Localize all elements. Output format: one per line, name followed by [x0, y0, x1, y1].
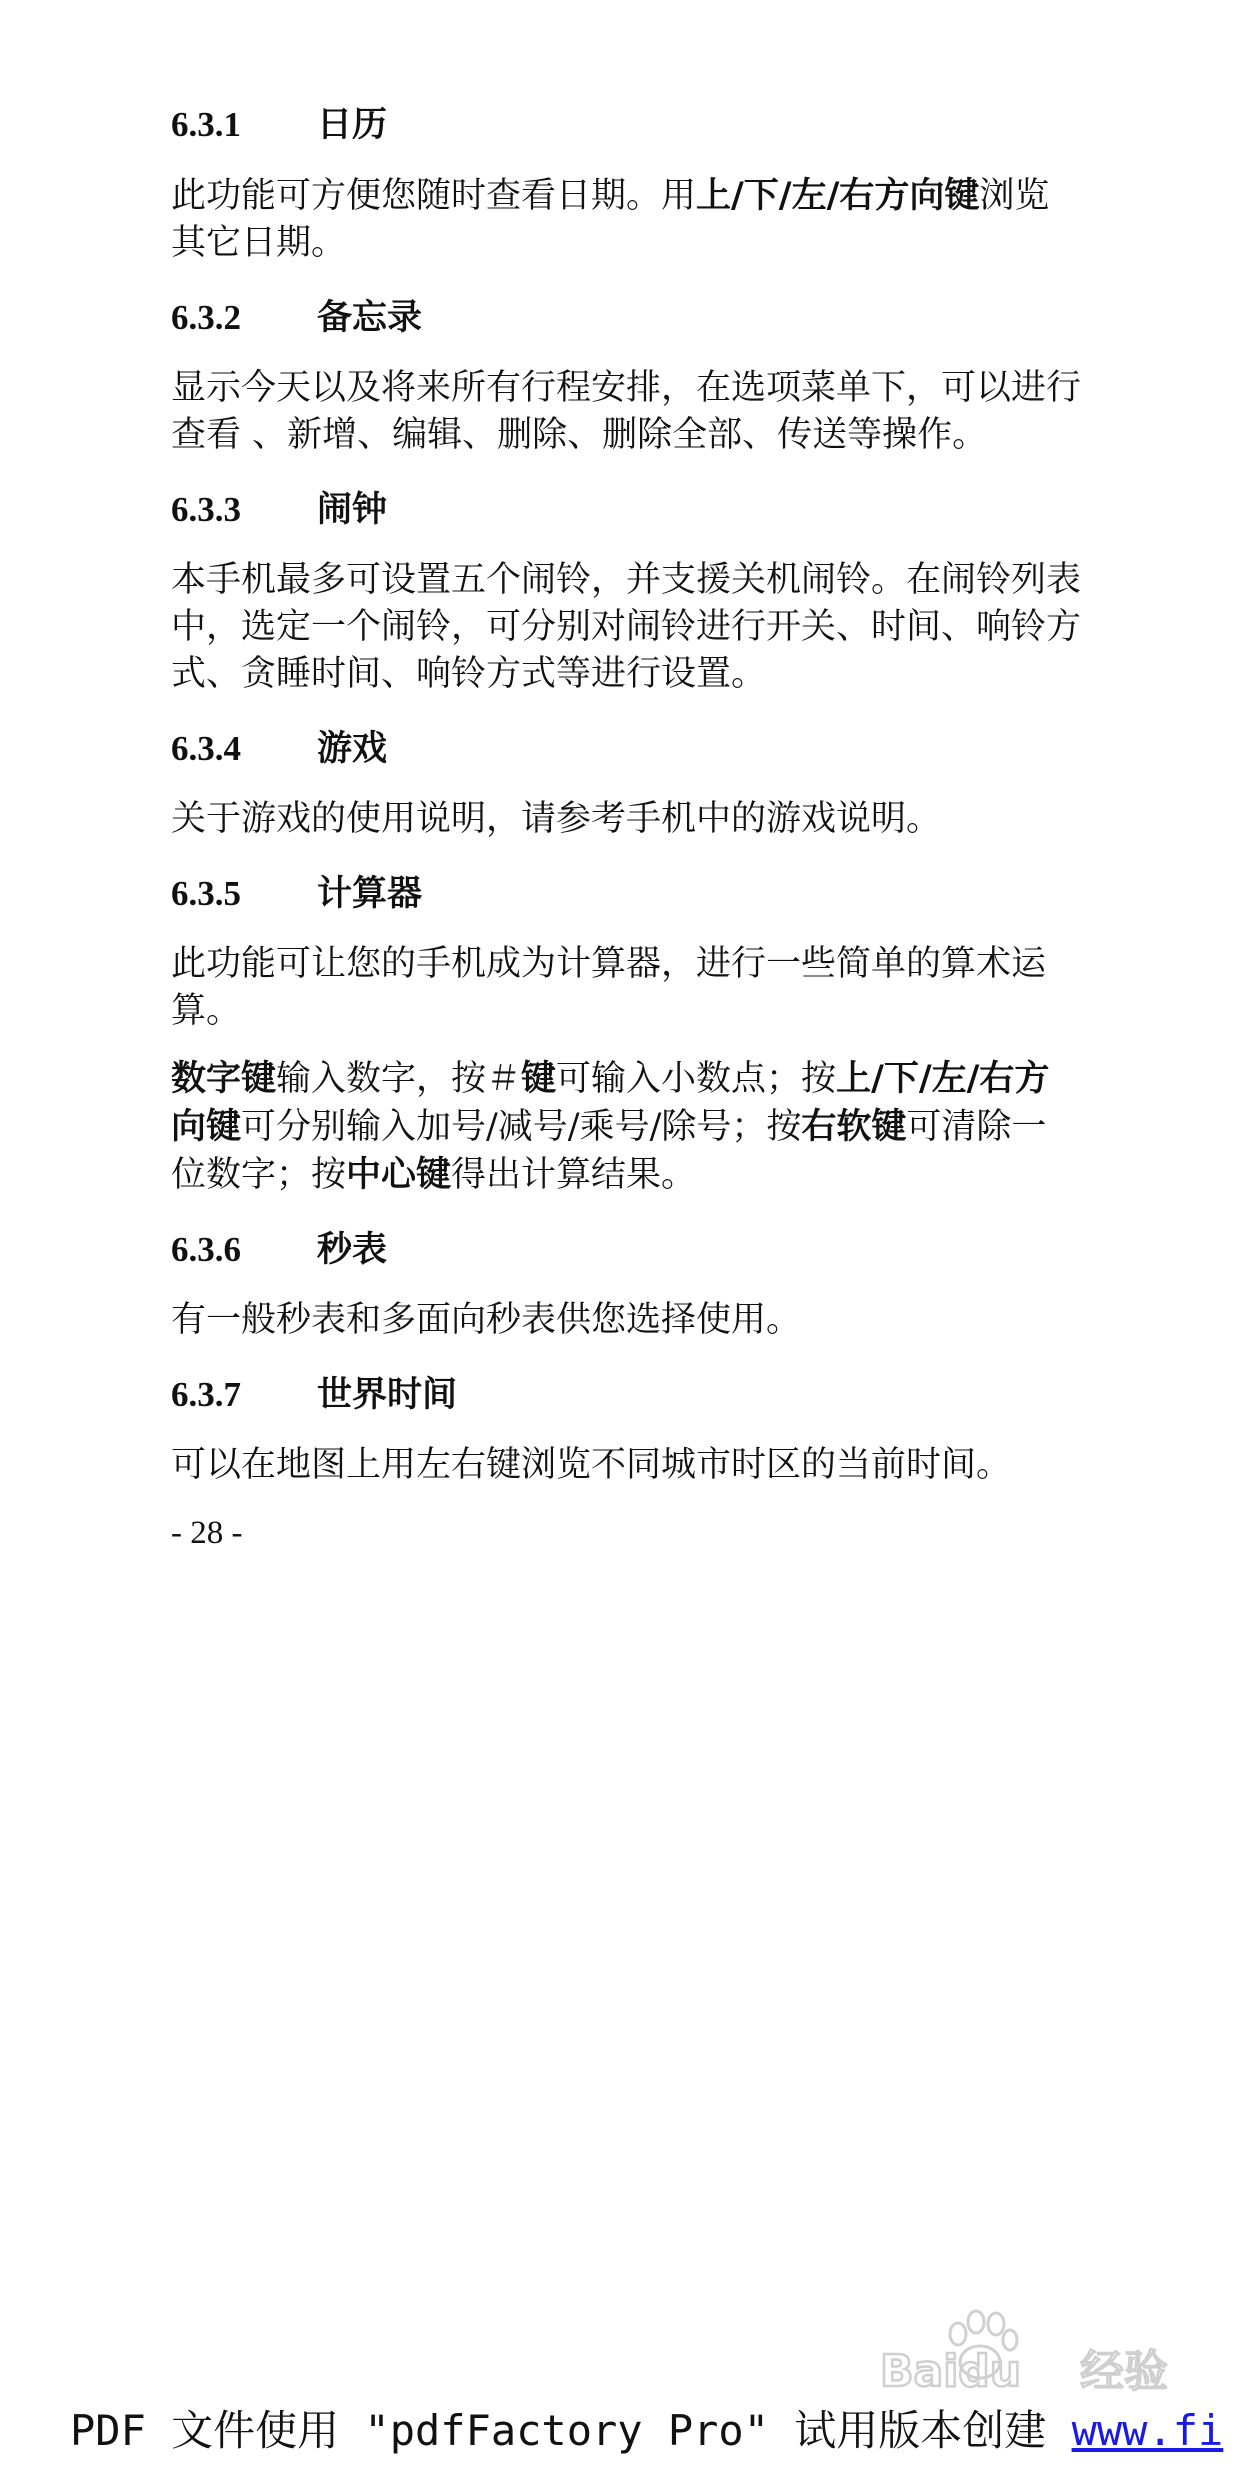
sections-container: [171, 100, 1081, 1489]
section-6-3-4: [171, 724, 1081, 843]
footer-link[interactable]: www.fi: [1071, 2406, 1224, 2455]
text-run: 关于游戏的使用说明，请参考手机中的游戏说明。: [171, 799, 942, 839]
section-heading: [171, 869, 1081, 919]
pdf-footer: [70, 2398, 1244, 2458]
section-paragraph: [171, 365, 1081, 459]
section-number: 6.3.5: [171, 874, 241, 913]
section-paragraph: [171, 1297, 1081, 1344]
document-page: [171, 100, 1081, 1552]
section-heading: [171, 724, 1081, 774]
section-6-3-7: [171, 1370, 1081, 1489]
section-number: 6.3.4: [171, 729, 241, 768]
text-run: 可以在地图上用左右键浏览不同城市时区的当前时间。: [171, 1445, 1012, 1485]
watermark-brand: Baidu: [880, 2346, 1022, 2397]
text-run: 输入数字，按＃: [276, 1059, 522, 1099]
section-title: 世界时间: [317, 1374, 458, 1415]
text-run: 此功能可让您的手机成为计算器，进行一些简单的算术运算。: [171, 944, 1047, 1031]
key-term: 数字键: [171, 1058, 277, 1099]
section-title: 游戏: [317, 728, 388, 769]
section-paragraph: [171, 1442, 1081, 1489]
key-term: 上/下/左/右方向键: [171, 1058, 1050, 1147]
watermark-cn: 经验: [1080, 2346, 1168, 2397]
section-title: 备忘录: [317, 297, 423, 338]
footer-text: PDF 文件使用 "pdfFactory Pro" 试用版本创建: [70, 2406, 1072, 2455]
section-number: 6.3.1: [171, 105, 241, 144]
baidu-jingyan-watermark: [880, 2290, 1220, 2400]
text-run: 可输入小数点；按: [556, 1059, 837, 1099]
text-run: 可分别输入加号/减号/乘号/除号；按: [241, 1107, 802, 1147]
section-paragraph: [171, 941, 1081, 1035]
section-heading: [171, 100, 1081, 150]
section-6-3-5: [171, 869, 1081, 1199]
text-run: 此功能可方便您随时查看日期。用: [171, 176, 697, 216]
key-term: 上/下/左/右方向键: [696, 175, 980, 216]
text-run: 可清除一位数字；按: [171, 1107, 1047, 1195]
section-heading: [171, 485, 1081, 535]
section-6-3-6: [171, 1225, 1081, 1344]
section-heading: [171, 1370, 1081, 1420]
section-paragraph: [171, 557, 1081, 698]
section-paragraph: [171, 172, 1081, 267]
page-number: - 28 -: [171, 1515, 243, 1551]
section-paragraph: [171, 796, 1081, 843]
section-number: 6.3.3: [171, 490, 241, 529]
section-title: 计算器: [317, 873, 423, 914]
section-title: 秒表: [317, 1229, 388, 1270]
section-6-3-2: [171, 293, 1081, 459]
section-6-3-3: [171, 485, 1081, 698]
key-term: 键: [521, 1058, 557, 1099]
section-title: 日历: [317, 104, 388, 145]
text-run: 本手机最多可设置五个闹铃，并支援关机闹铃。在闹铃列表中，选定一个闹铃，可分别对闹铃进行开关、时间、响铃方式、贪睡时间、响铃方式等进行设置。: [171, 560, 1082, 694]
text-run: 浏览其它日期。: [171, 176, 1050, 263]
text-run: 有一般秒表和多面向秒表供您选择使用。: [171, 1300, 802, 1340]
section-6-3-1: [171, 100, 1081, 267]
section-heading: [171, 293, 1081, 343]
key-term: 中心键: [346, 1154, 452, 1195]
section-number: 6.3.2: [171, 298, 241, 337]
text-run: 得出计算结果。: [451, 1155, 697, 1195]
section-number: 6.3.6: [171, 1230, 241, 1269]
key-term: 右软键: [801, 1106, 907, 1147]
section-paragraph: [171, 1055, 1081, 1199]
section-title: 闹钟: [317, 489, 388, 530]
text-run: 显示今天以及将来所有行程安排，在选项菜单下，可以进行查看 、新增、编辑、删除、删除全部、传送等操作。: [171, 368, 1082, 455]
section-heading: [171, 1225, 1081, 1275]
section-number: 6.3.7: [171, 1375, 241, 1414]
